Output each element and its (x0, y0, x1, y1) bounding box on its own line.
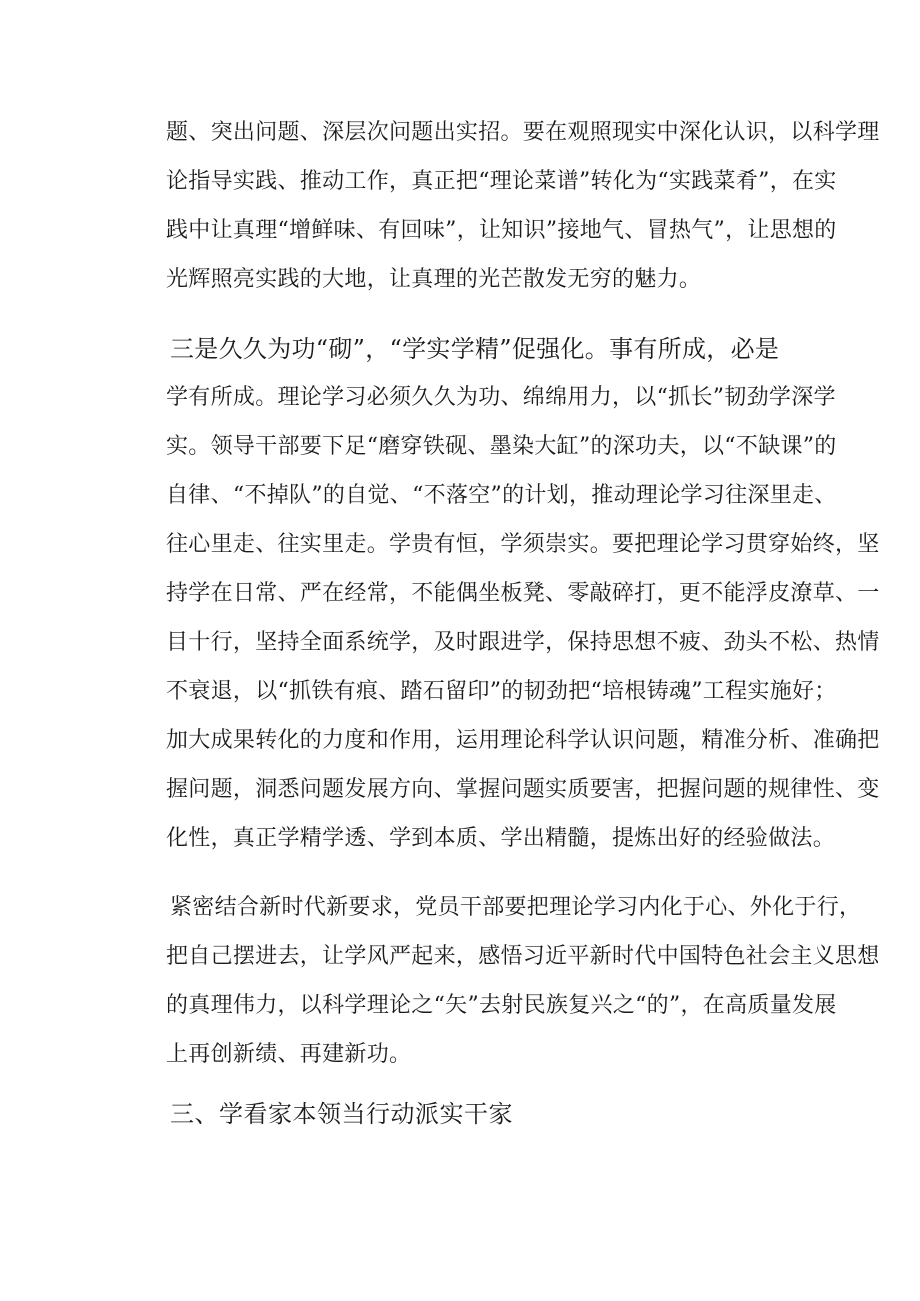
text-line: 不衰退，以“抓铁有痕、踏石留印”的韧劲把“培根铸魂”工程实施好； (166, 679, 837, 704)
text-line: 把自己摆进去，让学风严起来，感悟习近平新时代中国特色社会主义思想 (166, 944, 880, 969)
section-heading: 三、学看家本领当行动派实干家 (170, 1100, 513, 1128)
text-line: 学有所成。理论学习必须久久为功、绵绵用力，以“抓长”韧劲学深学 (166, 385, 836, 410)
text-line: 践中让真理“增鲜味、有回味”，让知识”接地气、冒热气”，让思想的 (166, 218, 837, 243)
text-line: 上再创新绩、再建新功。 (166, 1042, 412, 1067)
text-line: 光辉照亮实践的大地，让真理的光芒散发无穷的魅力。 (166, 267, 702, 292)
text-line: 化性，真正学精学透、学到本质、学出精髓，提炼出好的经验做法。 (166, 826, 836, 851)
text-line: 紧密结合新时代新要求，党员干部要把理论学习内化于心、外化于行， (170, 895, 862, 920)
text-line: 加大成果转化的力度和作用，运用理论科学认识问题，精准分析、准确把 (166, 728, 880, 753)
text-line: 往心里走、往实里走。学贵有恒，学须崇实。要把理论学习贯穿始终，坚 (166, 532, 880, 557)
text-line: 论指导实践、推动工作，真正把“理论菜谱”转化为“实践菜肴”，在实 (166, 169, 837, 194)
text-line: 的真理伟力，以科学理论之“矢”去射民族复兴之“的”，在高质量发展 (166, 993, 837, 1018)
text-line: 题、突出问题、深层次问题出实招。要在观照现实中深化认识，以科学理 (166, 120, 880, 145)
text-line: 目十行，坚持全面系统学，及时跟进学，保持思想不疲、劲头不松、热情 (166, 630, 880, 655)
text-line: 持学在日常、严在经常，不能偶坐板凳、零敲碎打，更不能浮皮潦草、一 (166, 581, 880, 606)
text-line: 握问题，洞悉问题发展方向、掌握问题实质要害，把握问题的规律性、变 (166, 777, 880, 802)
text-line: 三是久久为功“砌”，“学实学精”促强化。事有所成，必是 (170, 335, 780, 363)
text-line: 实。领导干部要下足“磨穿铁砚、墨染大缸”的深功夫，以“不缺课”的 (166, 434, 837, 459)
text-line: 自律、“不掉队”的自觉、“不落空”的计划，推动理论学习往深里走、 (166, 483, 837, 508)
